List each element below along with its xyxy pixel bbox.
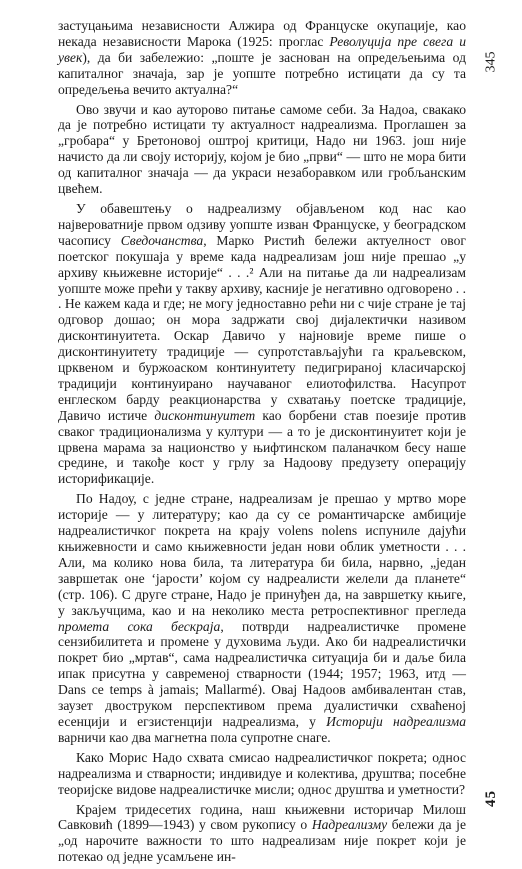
text-run: , потврди надреалистичке промене сензибилитета и промене у духовима људи. Ако би надреалистички покрет био „мртав“, сама надреалистичка ситуација би и даље била ипак присутна у савременој стварности (1944; 1957; 1963, итд — Dans ce temps à jamais; Mallarmé). Овај Надоов амбивалентан став, заузет двоструком перспективом према дуалистички схваћеној есенцији и егзистенцији надреализма, у xyxy=(58,618,466,729)
paragraph xyxy=(58,201,466,487)
text-run: ), да би забележио: „поште је заснован на опредељењима од капиталног значаја, зар је уопште потребно истицати да су та опредељења вечито актуална?“ xyxy=(58,49,466,97)
text-run: бележи да је „од нарочите важности то што надреализам није покрет који је потекао од једне усамљене ин- xyxy=(58,817,466,865)
italic-run: Историји надреализма xyxy=(326,713,466,729)
paragraph xyxy=(58,18,466,98)
paragraph xyxy=(58,491,466,746)
signature-mark: 45 xyxy=(483,790,499,807)
paragraph xyxy=(58,802,466,866)
italic-run: Сведочанства xyxy=(120,232,204,248)
text-run: Како Морис Надо схвата смисао надреалистичког покрета; однос надреализма и стварности; индивидуе и колектива, друштва; посебне теоријске видове надреалистичке мисли; однос друштва и уметности? xyxy=(58,749,466,797)
text-run: У обавештењу о надреализму објављеном код нас као највероватније првом одзиву уопште изван Француске, у београдском часопису xyxy=(58,200,466,248)
text-run: као борбени став поезије против сваког традиционализма у култури — а то је дисконтинуитет који је црвена марама за национство у њифтинском паланачком бесу наше средине, и такође кост у грлу за Надоову предузету операцију исторификације. xyxy=(58,407,467,487)
italic-run: дисконтинуитет xyxy=(154,407,256,423)
text-run: Крајем тридесетих година, наш књижевни историчар Милош Савковић (1899—1943) у свом рукопису о xyxy=(58,801,466,833)
italic-run: Надреализму xyxy=(311,817,388,833)
body-text xyxy=(58,18,466,869)
paragraph xyxy=(58,102,466,197)
text-run: застуцањима независности Алжира од Француске окупације, као некада независности Марока (1925: проглас xyxy=(58,18,466,49)
italic-run: Револуција пре свега и увек xyxy=(58,33,466,65)
italic-run: промета сока бескраја xyxy=(58,618,221,634)
text-run: Ово звучи и као ауторово питање самоме себи. За Надоа, свакако да је потребно истицати ту актуалност надреализма. Проглашен за „гробара“ у Бретоновој оштрој критици, Надо ни 1963. још није начисто да ли своју историју, којом је био „први“ — што не мора бити од капиталног значаја — да украси незаборавком или гробљанским цвећем. xyxy=(58,101,466,197)
text-run: варничи као два магнетна пола супротне снаге. xyxy=(58,729,331,745)
page-number: 345 xyxy=(483,51,499,73)
paragraph xyxy=(58,750,466,798)
text-run: , Марко Ристић бележи актуелност овог поетског покушаја у време када надреализам још није прешао „у архиву књижевне историје“ . . .² Али на питање да ли надреализам уопште може прећи у такву архиву, касније је негативно одговорено . . . Не кажем када и где; не могу једноставно рећи ни с чије стране је тај одговор дошао; он мора задржати свој дијалектички називом дисконтинуитета. Оскар Давичо у најновије време пише о дисконтинуитету традиције — супротстављајући га краљевском, црквеном и буржоаском континуитету педигрираној класичарској традицији континуирано научаваног елиотофилства. Насупрот енглеском барду реакционарства у схватању поетске традиције, Давичо истиче xyxy=(58,232,466,423)
text-run: По Надоу, с једне стране, надреализам је прешао у мртво море историје — у литературу; као да су се романтичарске амбиције надреалистичког покрета на крају volens nolens испуниле дајући књижевности и само књижевности један нови облик уметности . . . Али, ма колико нова била, та литература би била, нарвно, „један завршетак оне ‘јарости’ којом су надреалисти желели да планете“ (стр. 106). С друге стране, Надо је принуђен да, на завршетку књиге, у закључцима, као и на неколико места ретроспективног прегледа xyxy=(58,491,466,618)
